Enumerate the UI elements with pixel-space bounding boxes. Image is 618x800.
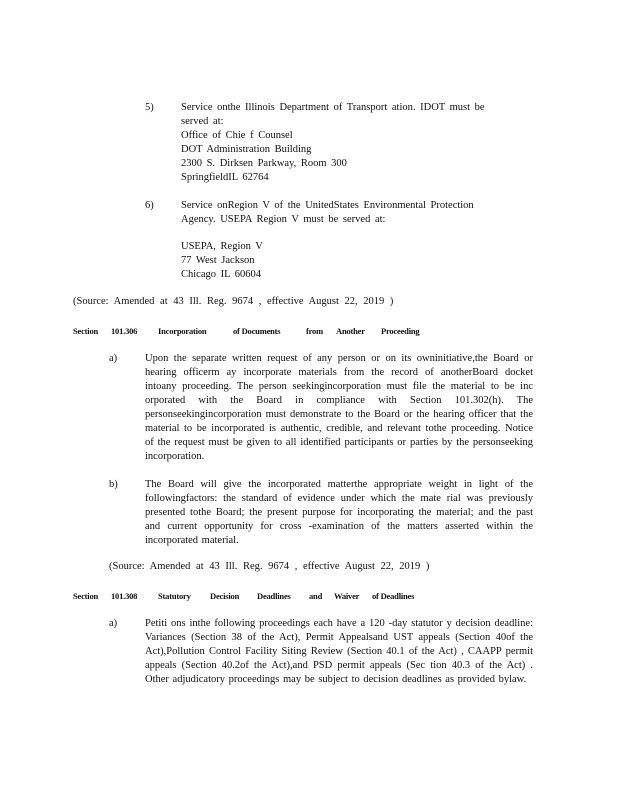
heading-word: Another xyxy=(336,326,365,336)
paragraph-label: b) xyxy=(109,479,118,490)
paragraph-text: The Board will give the incorporated matterthe appropriate weight in light of the followingfactors: the standard of evidence under which the mate rial was previously presented tothe Board; the present purpose for incorporating the material; and the past and current opportunity for cross -examination of the matters asserted within the incorporated material. xyxy=(145,479,533,546)
item-6-line: Agency. USEPA Region V must be served at: xyxy=(181,214,386,225)
section-number: 101.306 xyxy=(111,326,138,336)
heading-word: Decision xyxy=(210,591,240,601)
address-line: USEPA, Region V xyxy=(181,241,263,252)
item-6-number: 6) xyxy=(145,200,154,211)
item-5-line: DOT Administration Building xyxy=(181,144,312,155)
item-5-line: Office of Chie f Counsel xyxy=(181,130,293,141)
item-5-text xyxy=(181,101,511,185)
item-5-line: Service onthe Illinois Department of Transport ation. IDOT must be xyxy=(181,102,485,113)
item-5-number: 5) xyxy=(145,102,154,113)
heading-word: Incorporation xyxy=(158,326,207,336)
heading-word: Statutory xyxy=(158,591,191,601)
item-5-line: served at: xyxy=(181,116,224,127)
source-note: (Source: Amended at 43 Ill. Reg. 9674 , effective August 22, 2019 ) xyxy=(109,561,430,572)
heading-word: and xyxy=(309,591,323,601)
paragraph-text: Upon the separate written request of any person or on its owninitiative,the Board or hearing officerm ay incorporate materials from the record of anotherBoard docket intoany proceeding. The person seekingincorporation must file the material to be inc orporated with the Board in compliance with Section 101.302(h). The personseekingincorporation must demonstrate to the Board or the hearing officer that the material to be incorporated is authentic, credible, and relevant tothe proceeding. Notice of the request must be given to all identified participants or parties by the personseeking incorporation. xyxy=(145,353,533,462)
heading-word: Deadlines xyxy=(257,591,291,601)
section-number: 101.308 xyxy=(111,591,138,601)
paragraph-label: a) xyxy=(109,353,118,364)
item-5-line: SpringfieldIL 62764 xyxy=(181,172,269,183)
heading-word: from xyxy=(306,326,323,336)
usepa-address xyxy=(181,240,381,282)
address-line: Chicago IL 60604 xyxy=(181,269,262,280)
address-line: 77 West Jackson xyxy=(181,255,255,266)
section-heading xyxy=(73,326,473,338)
paragraph-label: a) xyxy=(109,618,118,629)
paragraph-text: Petiti ons inthe following proceedings each have a 120 -day statutor y decision deadline: Variances (Section 38 of the Act), Permit Appealsand UST appeals (Section 40of the Act),Pollution Control Facility Siting Review (Section 40.1 of the Act) , CAAPP permit appeals (Section 40.2of the Act),and PSD permit appeals (Sec tion 40.3 of the Act) . Other adjudicatory proceedings may be subject to decision deadlines as provided bylaw. xyxy=(145,618,533,685)
heading-word: of Documents xyxy=(233,326,281,336)
section-label: Section xyxy=(73,326,99,336)
item-5-line: 2300 S. Dirksen Parkway, Room 300 xyxy=(181,158,347,169)
heading-word: of Deadlines xyxy=(372,591,415,601)
section-label: Section xyxy=(73,591,99,601)
section-heading xyxy=(73,591,473,603)
heading-word: Proceeding xyxy=(381,326,420,336)
item-6-line: Service onRegion V of the UnitedStates Environmental Protection xyxy=(181,200,474,211)
source-note: (Source: Amended at 43 Ill. Reg. 9674 , effective August 22, 2019 ) xyxy=(73,296,394,307)
item-6-text xyxy=(181,199,511,227)
heading-word: Waiver xyxy=(334,591,360,601)
